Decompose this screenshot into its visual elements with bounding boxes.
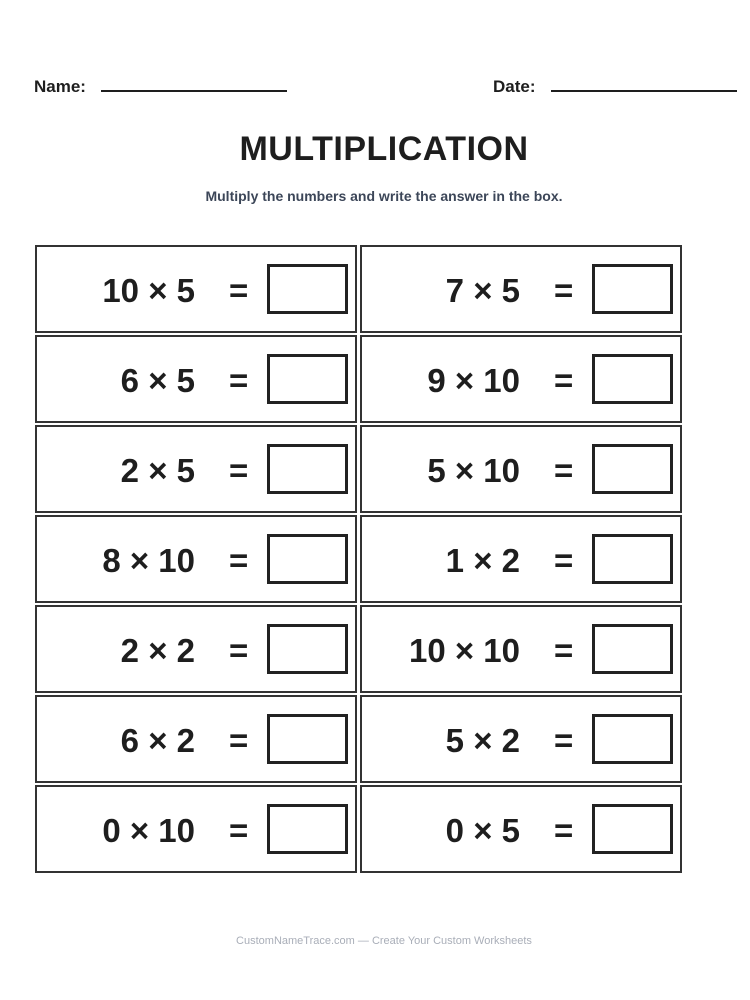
answer-box[interactable] (267, 444, 348, 494)
problem-cell (360, 425, 682, 513)
equals-sign: = (554, 362, 574, 399)
answer-box[interactable] (267, 534, 348, 584)
problem-expression: 10 × 10 (408, 632, 520, 669)
footer-credit: CustomNameTrace.com — Create Your Custom Worksheets (236, 935, 532, 947)
answer-box[interactable] (592, 354, 673, 404)
equals-sign: = (554, 722, 574, 759)
answer-box[interactable] (267, 354, 348, 404)
problem-expression: 9 × 10 (427, 362, 520, 399)
equals-sign: = (554, 632, 574, 669)
problem-expression: 0 × 10 (102, 812, 195, 849)
problem-expression: 5 × 10 (427, 452, 520, 489)
problem-cell (35, 695, 357, 783)
problem-expression: 5 × 2 (445, 722, 520, 759)
problem-cell (35, 605, 357, 693)
equals-sign: = (554, 812, 574, 849)
problem-expression: 1 × 2 (445, 542, 520, 579)
name-label: Name: (34, 77, 86, 96)
equals-sign: = (229, 812, 249, 849)
answer-box[interactable] (592, 444, 673, 494)
problem-expression: 8 × 10 (102, 542, 195, 579)
problem-expression: 0 × 5 (445, 812, 520, 849)
answer-box[interactable] (267, 264, 348, 314)
answer-box[interactable] (267, 624, 348, 674)
problem-expression: 2 × 5 (120, 452, 195, 489)
answer-box[interactable] (267, 714, 348, 764)
answer-box[interactable] (592, 804, 673, 854)
problem-cell (35, 425, 357, 513)
equals-sign: = (229, 632, 249, 669)
equals-sign: = (554, 272, 574, 309)
date-label: Date: (493, 77, 536, 96)
problem-expression: 6 × 2 (120, 722, 195, 759)
equals-sign: = (554, 542, 574, 579)
problem-cell (360, 695, 682, 783)
problem-cell (35, 785, 357, 873)
answer-box[interactable] (592, 714, 673, 764)
instructions: Multiply the numbers and write the answer in the box. (205, 188, 563, 204)
equals-sign: = (229, 452, 249, 489)
equals-sign: = (229, 272, 249, 309)
problem-cell (360, 335, 682, 423)
answer-box[interactable] (592, 534, 673, 584)
problem-expression: 6 × 5 (120, 362, 195, 399)
problem-cell (360, 785, 682, 873)
equals-sign: = (229, 722, 249, 759)
problem-expression: 7 × 5 (445, 272, 520, 309)
problem-expression: 10 × 5 (102, 272, 195, 309)
worksheet-title: MULTIPLICATION (239, 130, 529, 168)
answer-box[interactable] (267, 804, 348, 854)
problem-cell (360, 605, 682, 693)
equals-sign: = (229, 362, 249, 399)
problem-grid (35, 245, 682, 875)
answer-box[interactable] (592, 264, 673, 314)
problem-cell (35, 515, 357, 603)
problem-cell (360, 515, 682, 603)
name-field[interactable] (101, 90, 287, 92)
equals-sign: = (229, 542, 249, 579)
problem-cell (360, 245, 682, 333)
date-field[interactable] (551, 90, 737, 92)
problem-cell (35, 245, 357, 333)
answer-box[interactable] (592, 624, 673, 674)
problem-cell (35, 335, 357, 423)
problem-expression: 2 × 2 (120, 632, 195, 669)
equals-sign: = (554, 452, 574, 489)
